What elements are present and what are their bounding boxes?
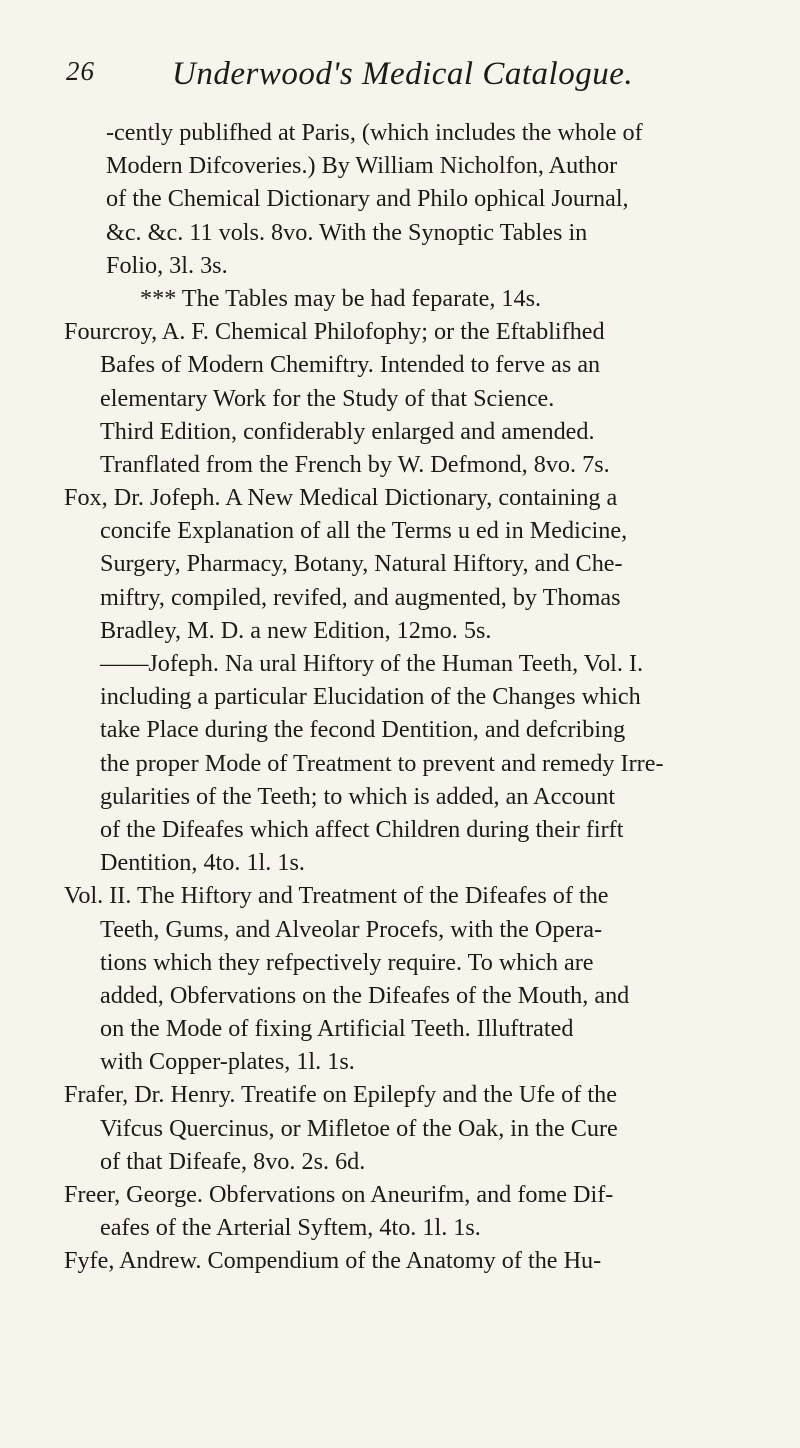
text-line: -cently publifhed at Paris, (which includes the whole of (106, 119, 643, 146)
text-line: *** The Tables may be had feparate, 14s. (140, 284, 542, 312)
entry-first-line: Fox, Dr. Jofeph. A New Medical Dictionary, containing a (64, 484, 618, 512)
text-line: of that Difeafe, 8vo. 2s. 6d. (100, 1147, 366, 1175)
entry-first-line: ——Jofeph. Na ural Hiftory of the Human Teeth, Vol. I. (100, 650, 644, 677)
text-line: Teeth, Gums, and Alveolar Procefs, with the Opera- (100, 915, 603, 943)
text-line: the proper Mode of Treatment to prevent and remedy Irre- (100, 749, 664, 777)
catalogue-text (0, 116, 800, 1278)
text-line: Folio, 3l. 3s. (106, 251, 228, 279)
text-line: on the Mode of fixing Artificial Teeth. Illuftrated (100, 1015, 574, 1043)
text-line: eafes of the Arterial Syftem, 4to. 1l. 1s. (100, 1214, 481, 1242)
text-line: Surgery, Pharmacy, Botany, Natural Hiftory, and Che- (100, 550, 623, 578)
text-line: Third Edition, confiderably enlarged and amended. (100, 417, 595, 445)
page-number: 26 (66, 56, 95, 86)
text-line: &c. &c. 11 vols. 8vo. With the Synoptic Tables in (106, 218, 588, 246)
text-line: tions which they refpectively require. To which are (100, 948, 594, 976)
entry-first-line: Vol. II. The Hiftory and Treatment of the Difeafes of the (64, 882, 609, 910)
text-line: Bradley, M. D. a new Edition, 12mo. 5s. (100, 616, 492, 644)
entry-first-line: Frafer, Dr. Henry. Treatife on Epilepfy and the Ufe of the (64, 1081, 617, 1109)
text-line: with Copper-plates, 1l. 1s. (100, 1048, 355, 1076)
text-line: Bafes of Modern Chemiftry. Intended to ferve as an (100, 351, 601, 379)
text-line: Modern Difcoveries.) By William Nicholfon, Author (106, 152, 618, 180)
text-line: take Place during the fecond Dentition, and defcribing (100, 716, 626, 744)
text-line: miftry, compiled, revifed, and augmented, by Thomas (100, 583, 621, 611)
text-line: including a particular Elucidation of the Changes which (100, 683, 641, 711)
text-line: of the Difeafes which affect Children during their firft (100, 815, 624, 843)
text-line: elementary Work for the Study of that Science. (100, 384, 555, 412)
text-line: Tranflated from the French by W. Defmond, 8vo. 7s. (100, 450, 610, 478)
text-line: gularities of the Teeth; to which is added, an Account (100, 782, 616, 810)
running-head (0, 56, 800, 106)
entry-first-line: Fyfe, Andrew. Compendium of the Anatomy of the Hu- (64, 1247, 602, 1275)
text-line: Vifcus Quercinus, or Mifletoe of the Oak, in the Cure (100, 1114, 618, 1142)
text-line: of the Chemical Dictionary and Philo ophical Journal, (106, 185, 629, 213)
entry-first-line: Fourcroy, A. F. Chemical Philofophy; or the Eftablifhed (64, 318, 605, 346)
text-line: concife Explanation of all the Terms u ed in Medicine, (100, 517, 628, 545)
entry-first-line: Freer, George. Obfervations on Aneurifm, and fome Dif- (64, 1181, 614, 1208)
running-title: Underwood's Medical Catalogue. (172, 56, 634, 92)
text-line: Dentition, 4to. 1l. 1s. (100, 849, 305, 877)
text-line: added, Obfervations on the Difeafes of the Mouth, and (100, 981, 630, 1009)
